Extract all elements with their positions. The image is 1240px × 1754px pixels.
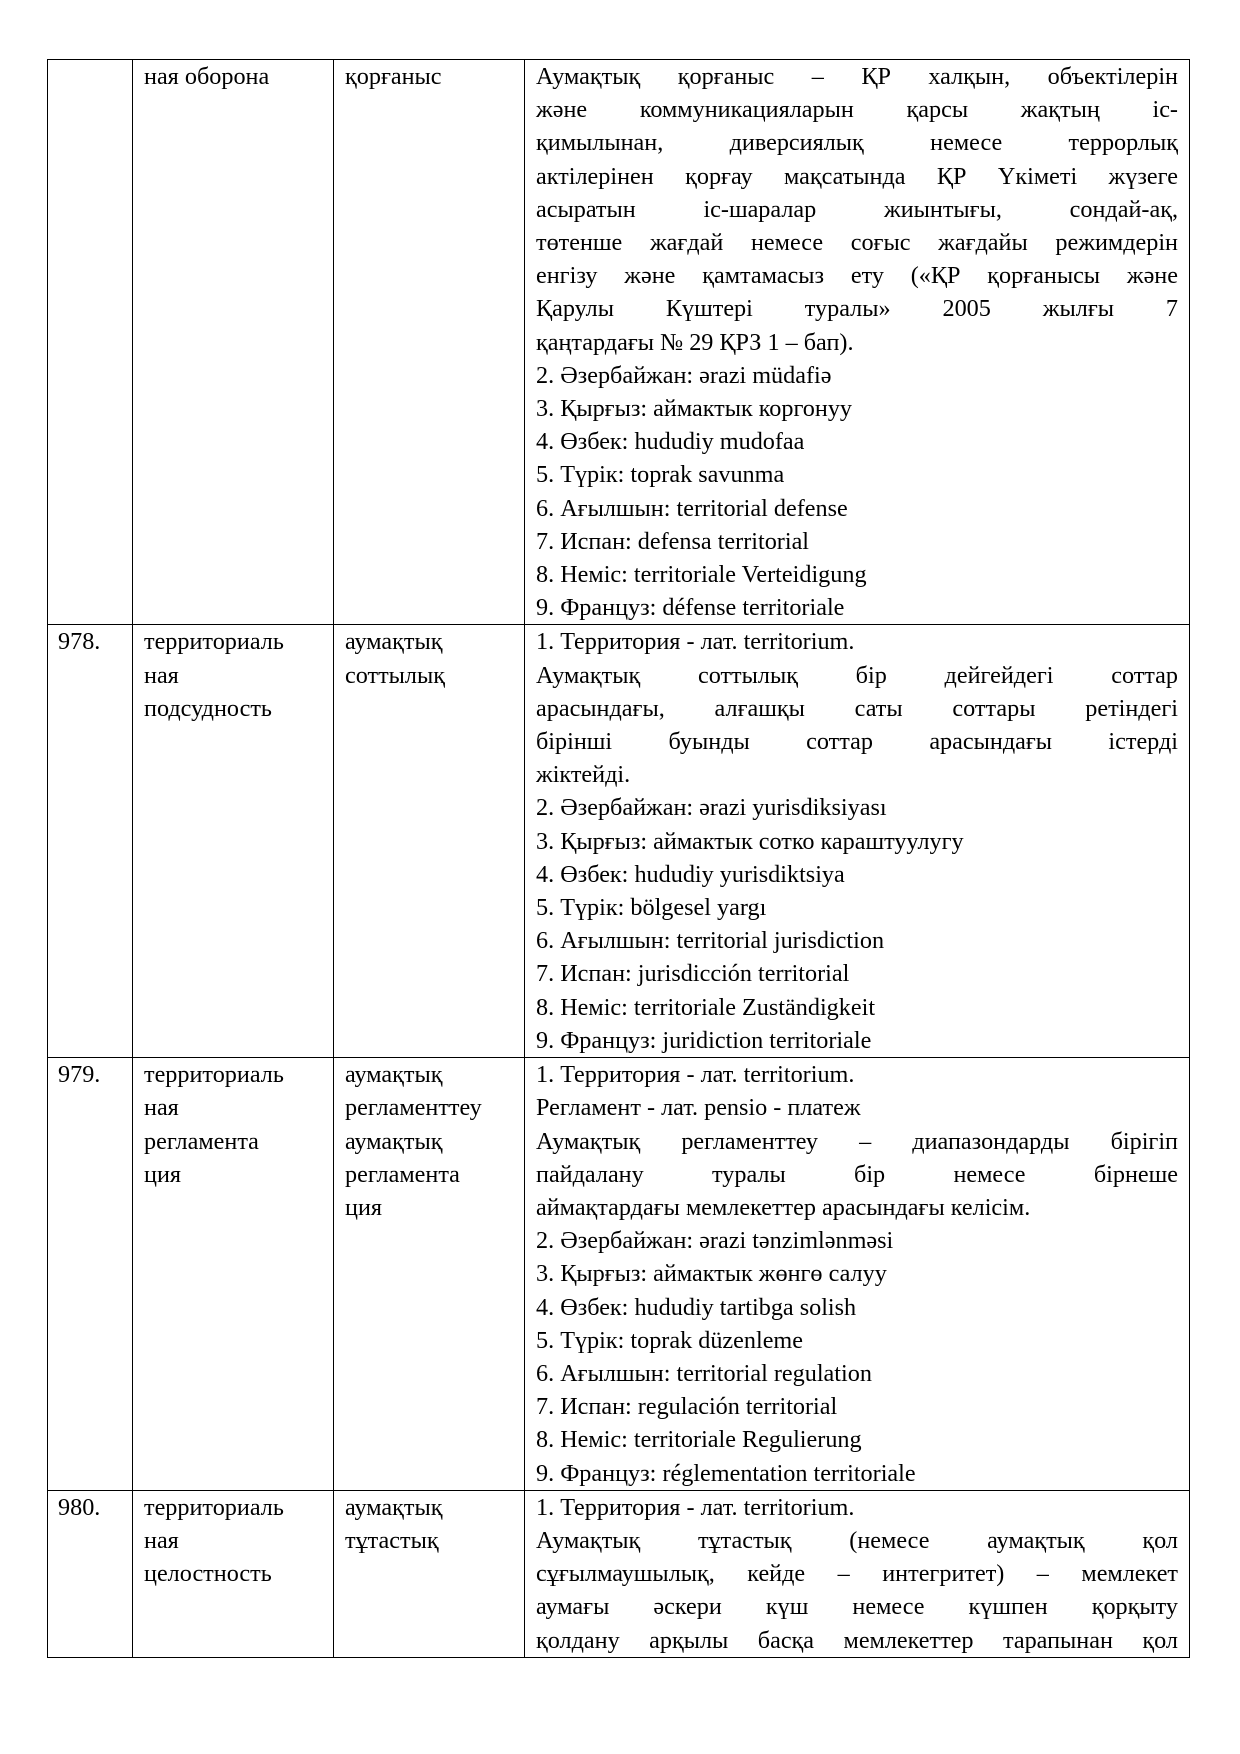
translation-item: 4. Өзбек: hududiy yurisdiktsiya (536, 860, 845, 888)
definition-paragraph (536, 1125, 1178, 1225)
entry-number (48, 60, 133, 625)
russian-term-line: регламента (144, 1127, 259, 1155)
definition (525, 60, 1190, 625)
kazakh-term-line: регламенттеу (345, 1094, 482, 1122)
definition-line: актілерінен қорғау мақсатында ҚР Үкіметі жүзеге (536, 162, 1178, 190)
translation-item: 7. Испан: defensa territorial (536, 527, 810, 555)
definition-line: арасындағы, алғашқы саты соттары ретіндегі (536, 694, 1178, 722)
etymology-line: 1. Территория - лат. territorium. (536, 628, 855, 656)
russian-term-line: целостность (144, 1560, 272, 1588)
definition-line: қаңтардағы № 29 ҚРЗ 1 – бап). (536, 328, 854, 356)
russian-term-line: территориаль (144, 1061, 284, 1089)
etymology-line: 1. Территория - лат. territorium. (536, 1493, 855, 1521)
russian-term (133, 1058, 334, 1491)
table-row (48, 625, 1190, 1058)
translation-item: 9. Француз: juridiction territoriale (536, 1026, 872, 1054)
kazakh-term-line: тұтастық (345, 1526, 439, 1554)
kazakh-term (334, 1490, 525, 1657)
russian-term-line: территориаль (144, 628, 284, 656)
definition-line: және коммуникацияларын қарсы жақтың іс- (536, 96, 1178, 124)
entry-number: 979. (48, 1058, 133, 1491)
translation-item: 2. Әзербайжан: ərazi müdafiə (536, 361, 832, 389)
definition-paragraph (536, 1524, 1178, 1657)
translation-item: 6. Ағылшын: territorial jurisdiction (536, 927, 885, 955)
translation-item: 3. Қырғыз: аймактык коргонуу (536, 395, 853, 423)
kazakh-term-line: ция (345, 1193, 383, 1221)
definition-line: сұғылмаушылық, кейде – интегритет) – мемлекет (536, 1560, 1178, 1588)
definition-line: аумағы әскери күш немесе күшпен қорқыту (536, 1593, 1178, 1621)
table-row (48, 1058, 1190, 1491)
definition-line: Аумақтық соттылық бір дейгейдегі соттар (536, 661, 1178, 689)
russian-term-line: территориаль (144, 1493, 284, 1521)
translation-item: 5. Түрік: bölgesel yargı (536, 894, 767, 922)
russian-term-line: ная (144, 1526, 179, 1554)
table-row (48, 60, 1190, 625)
translation-item: 6. Ағылшын: territorial defense (536, 494, 848, 522)
etymology-line: Регламент - лат. pensio - платеж (536, 1094, 861, 1122)
translation-item: 4. Өзбек: hududiy mudofaa (536, 428, 805, 456)
kazakh-term-line: аумақтық (345, 1127, 443, 1155)
definition-line: қолдану арқылы басқа мемлекеттер тарапынан қол (536, 1626, 1178, 1654)
kazakh-term (334, 60, 525, 625)
definition-line: аймақтардағы мемлекеттер арасындағы келісім. (536, 1193, 1031, 1221)
etymology-line: 1. Территория - лат. territorium. (536, 1061, 855, 1089)
definition-line: асыратын іс-шаралар жиынтығы, сондай-ақ, (536, 195, 1178, 223)
kazakh-term-line: аумақтық (345, 628, 443, 656)
kazakh-term (334, 625, 525, 1058)
definition-line: қимылынан, диверсиялық немесе террорлық (536, 129, 1178, 157)
russian-term (133, 60, 334, 625)
russian-term-line: ная (144, 1094, 179, 1122)
definition-line: Қарулы Күштері туралы» 2005 жылғы 7 (536, 295, 1178, 323)
translation-item: 2. Әзербайжан: ərazi yurisdiksiyası (536, 794, 887, 822)
definition-line: бірінші буынды соттар арасындағы істерді (536, 728, 1178, 756)
translation-item: 9. Француз: réglementation territoriale (536, 1459, 916, 1487)
translation-item: 3. Қырғыз: аймактык жөнгө салуу (536, 1260, 887, 1288)
russian-term (133, 1490, 334, 1657)
definition (525, 1058, 1190, 1491)
translation-item: 3. Қырғыз: аймактык сотко караштуулугу (536, 827, 964, 855)
definition-paragraph (536, 60, 1178, 359)
table-row (48, 1490, 1190, 1657)
russian-term (133, 625, 334, 1058)
entry-number: 980. (48, 1490, 133, 1657)
definition-line: Аумақтық қорғаныс – ҚР халқын, объектілерін (536, 63, 1178, 90)
terms-table-body (48, 60, 1190, 1658)
definition (525, 1490, 1190, 1657)
translation-item: 7. Испан: regulación territorial (536, 1393, 838, 1421)
kazakh-term-line: аумақтық (345, 1061, 443, 1089)
translation-item: 8. Неміс: territoriale Verteidigung (536, 561, 867, 589)
translation-item: 6. Ағылшын: territorial regulation (536, 1359, 872, 1387)
definition-paragraph (536, 659, 1178, 792)
entry-number: 978. (48, 625, 133, 1058)
definition (525, 625, 1190, 1058)
kazakh-term-line: соттылық (345, 661, 445, 689)
definition-line: жіктейді. (536, 761, 631, 789)
russian-term-line: подсудность (144, 694, 272, 722)
kazakh-term-line: қорғаныс (345, 63, 442, 90)
kazakh-term-line: регламента (345, 1160, 460, 1188)
definition-line: төтенше жағдай немесе соғыс жағдайы режимдерін (536, 229, 1178, 257)
russian-term-line: ная оборона (144, 63, 270, 90)
translation-item: 5. Түрік: toprak düzenleme (536, 1326, 803, 1354)
translation-item: 2. Әзербайжан: ərazi tənzimlənməsi (536, 1227, 894, 1255)
definition-line: енгізу және қамтамасыз ету («ҚР қорғанысы және (536, 262, 1178, 290)
definition-line: пайдалану туралы бір немесе бірнеше (536, 1160, 1178, 1188)
terms-table (47, 59, 1190, 1658)
translation-item: 7. Испан: jurisdicción territorial (536, 960, 850, 988)
definition-line: Аумақтық регламенттеу – диапазондарды бірігіп (536, 1127, 1178, 1155)
translation-item: 9. Француз: défense territoriale (536, 594, 845, 622)
kazakh-term-line: аумақтық (345, 1493, 443, 1521)
translation-item: 5. Түрік: toprak savunma (536, 461, 785, 489)
russian-term-line: ная (144, 661, 179, 689)
russian-term-line: ция (144, 1160, 182, 1188)
translation-item: 8. Неміс: territoriale Zuständigkeit (536, 993, 876, 1021)
translation-item: 8. Неміс: territoriale Regulierung (536, 1426, 862, 1454)
translation-item: 4. Өзбек: hududiy tartibga solish (536, 1293, 857, 1321)
kazakh-term (334, 1058, 525, 1491)
definition-line: Аумақтық тұтастық (немесе аумақтық қол (536, 1526, 1178, 1554)
